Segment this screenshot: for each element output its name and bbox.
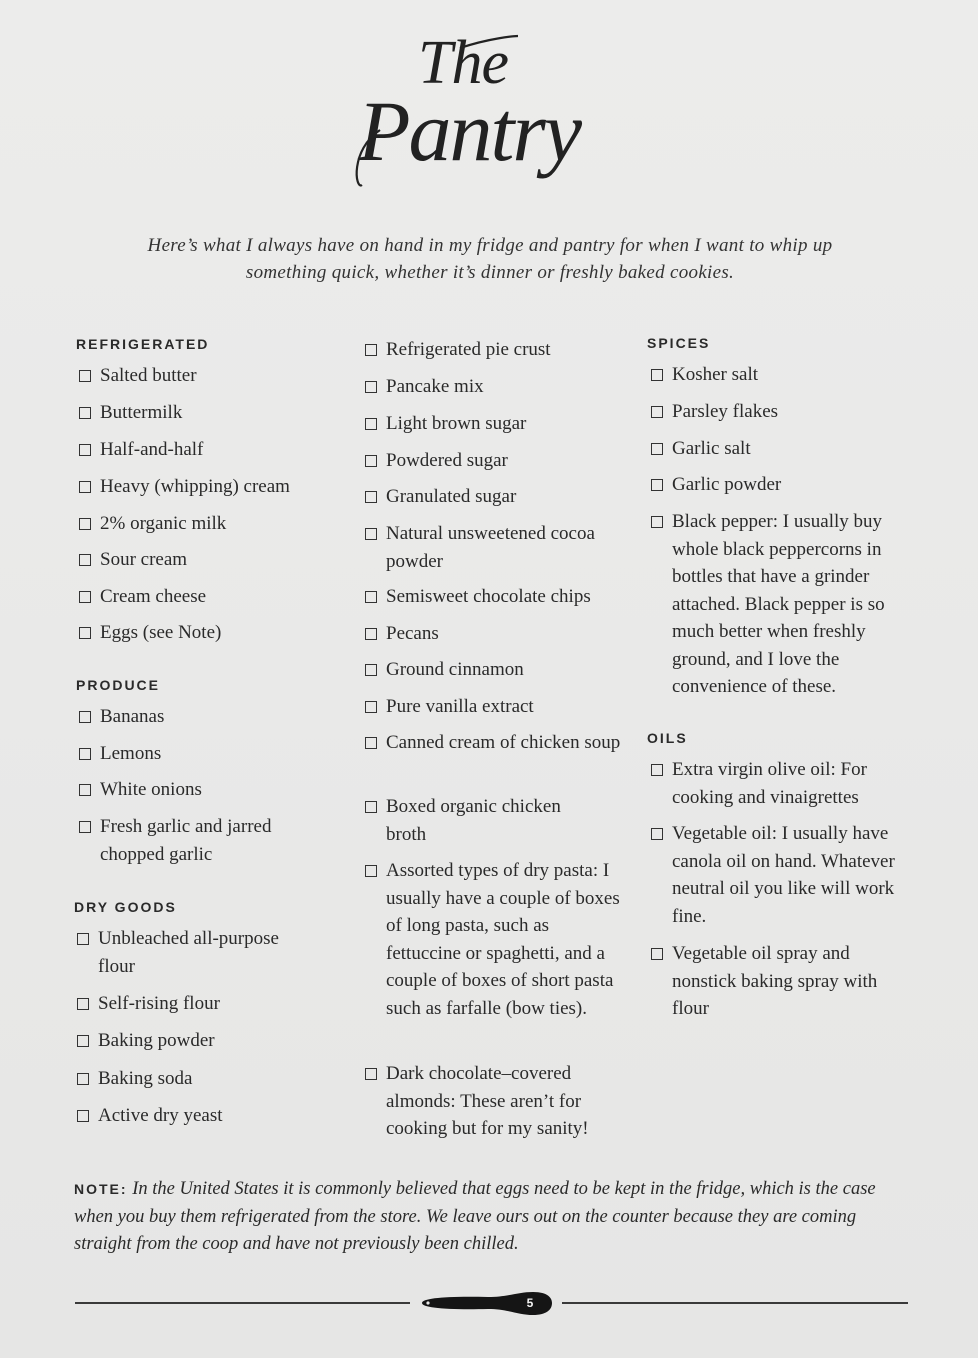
list-item[interactable]: Powdered sugar xyxy=(362,447,624,475)
checkbox-icon[interactable] xyxy=(365,381,377,393)
list-item[interactable]: Kosher salt xyxy=(648,361,910,389)
heading-oils: OILS xyxy=(647,730,688,746)
list-item[interactable]: White onions xyxy=(76,776,316,804)
checkbox-icon[interactable] xyxy=(79,627,91,639)
list-item[interactable]: Semisweet chocolate chips xyxy=(362,583,624,611)
list-item[interactable]: Pecans xyxy=(362,620,624,648)
footer-rule-right xyxy=(562,1302,908,1304)
heading-refrigerated: REFRIGERATED xyxy=(76,336,210,352)
list-item[interactable]: Garlic powder xyxy=(648,471,910,499)
checkbox-icon[interactable] xyxy=(79,518,91,530)
list-item[interactable]: Half-and-half xyxy=(76,436,336,464)
list-item[interactable]: Vegetable oil: I usually have canola oil on hand. Whatever neutral oil you like will work fine. xyxy=(648,820,898,930)
list-item[interactable]: Baking powder xyxy=(74,1027,314,1055)
checkbox-icon[interactable] xyxy=(77,1035,89,1047)
page-number: 5 xyxy=(526,1296,534,1310)
note-label: NOTE: xyxy=(74,1181,128,1197)
checkbox-icon[interactable] xyxy=(651,443,663,455)
list-item[interactable]: Extra virgin olive oil: For cooking and vinaigrettes xyxy=(648,756,910,811)
list-item[interactable]: Self-rising flour xyxy=(74,990,314,1018)
heading-produce: PRODUCE xyxy=(76,677,161,693)
list-item[interactable]: Bananas xyxy=(76,703,316,731)
checkbox-icon[interactable] xyxy=(365,591,377,603)
checkbox-icon[interactable] xyxy=(79,370,91,382)
checkbox-icon[interactable] xyxy=(77,1073,89,1085)
list-item[interactable]: Baking soda xyxy=(74,1065,314,1093)
footer-rule-left xyxy=(75,1302,410,1304)
title-line-the: The xyxy=(418,29,508,97)
checkbox-icon[interactable] xyxy=(365,865,377,877)
list-item[interactable]: Assorted types of dry pasta: I usually have a couple of boxes of long pasta, such as fettuccine or spaghetti, and a couple of boxes of short pasta such as farfalle (bow ties). xyxy=(362,857,624,1022)
list-item[interactable]: Eggs (see Note) xyxy=(76,619,336,647)
list-item[interactable]: Black pepper: I usually buy whole black peppercorns in bottles that have a grinder attached. Black pepper is so much better when freshly ground, and I love the convenience of these. xyxy=(648,508,910,701)
checkbox-icon[interactable] xyxy=(651,948,663,960)
checkbox-icon[interactable] xyxy=(365,491,377,503)
heading-spices: SPICES xyxy=(647,335,711,351)
checkbox-icon[interactable] xyxy=(651,479,663,491)
checkbox-icon[interactable] xyxy=(79,748,91,760)
checkbox-icon[interactable] xyxy=(365,737,377,749)
checkbox-icon[interactable] xyxy=(365,628,377,640)
list-item[interactable]: Salted butter xyxy=(76,362,336,390)
checkbox-icon[interactable] xyxy=(651,516,663,528)
heading-dry-goods: DRY GOODS xyxy=(74,899,177,915)
list-item[interactable]: Buttermilk xyxy=(76,399,336,427)
checkbox-icon[interactable] xyxy=(651,369,663,381)
list-item[interactable]: Pure vanilla extract xyxy=(362,693,624,721)
checkbox-icon[interactable] xyxy=(79,444,91,456)
list-item[interactable]: Ground cinnamon xyxy=(362,656,624,684)
checkbox-icon[interactable] xyxy=(365,344,377,356)
list-item[interactable]: Canned cream of chicken soup xyxy=(362,729,624,757)
list-item[interactable]: Cream cheese xyxy=(76,583,336,611)
checkbox-icon[interactable] xyxy=(365,664,377,676)
list-item[interactable]: Light brown sugar xyxy=(362,410,624,438)
checkbox-icon[interactable] xyxy=(365,1068,377,1080)
checkbox-icon[interactable] xyxy=(79,554,91,566)
note-block xyxy=(74,1176,904,1259)
title-line-pantry: Pantry xyxy=(358,83,581,179)
intro-text xyxy=(90,232,890,286)
list-item[interactable]: Sour cream xyxy=(76,546,336,574)
checkbox-icon[interactable] xyxy=(365,528,377,540)
page-title xyxy=(340,30,640,200)
checkbox-icon[interactable] xyxy=(77,1110,89,1122)
checkbox-icon[interactable] xyxy=(651,828,663,840)
list-item[interactable]: Lemons xyxy=(76,740,316,768)
checkbox-icon[interactable] xyxy=(79,711,91,723)
list-item[interactable]: Garlic salt xyxy=(648,435,910,463)
intro-line-1: Here’s what I always have on hand in my fridge and pantry for when I want to whip up xyxy=(147,235,833,256)
checkbox-icon[interactable] xyxy=(365,418,377,430)
checkbox-icon[interactable] xyxy=(79,784,91,796)
checkbox-icon[interactable] xyxy=(79,591,91,603)
list-item[interactable]: 2% organic milk xyxy=(76,510,336,538)
checkbox-icon[interactable] xyxy=(651,764,663,776)
intro-line-2: something quick, whether it’s dinner or freshly baked cookies. xyxy=(245,262,735,283)
checkbox-icon[interactable] xyxy=(651,406,663,418)
list-item[interactable]: Unbleached all-purpose flour xyxy=(74,925,314,980)
checkbox-icon[interactable] xyxy=(365,701,377,713)
list-item[interactable]: Granulated sugar xyxy=(362,483,624,511)
checkbox-icon[interactable] xyxy=(79,407,91,419)
checkbox-icon[interactable] xyxy=(79,821,91,833)
list-item[interactable]: Dark chocolate–covered almonds: These aren’t for cooking but for my sanity! xyxy=(362,1060,624,1143)
checkbox-icon[interactable] xyxy=(77,998,89,1010)
list-item[interactable]: Pancake mix xyxy=(362,373,624,401)
checkbox-icon[interactable] xyxy=(365,801,377,813)
list-item[interactable]: Refrigerated pie crust xyxy=(362,336,624,364)
list-item[interactable]: Parsley flakes xyxy=(648,398,910,426)
note-text: In the United States it is commonly believed that eggs need to be kept in the fridge, which is the case when you buy them refrigerated from the store. We leave ours out on the counter because they are coming straight from the coop and have not previously been chilled. xyxy=(74,1179,876,1254)
checkbox-icon[interactable] xyxy=(77,933,89,945)
list-item[interactable]: Heavy (whipping) cream xyxy=(76,473,336,501)
list-item[interactable]: Natural unsweetened cocoa powder xyxy=(362,520,624,575)
checkbox-icon[interactable] xyxy=(365,455,377,467)
checkbox-icon[interactable] xyxy=(79,481,91,493)
list-item[interactable]: Fresh garlic and jarred chopped garlic xyxy=(76,813,301,868)
list-item[interactable]: Vegetable oil spray and nonstick baking spray with flour xyxy=(648,940,910,1023)
list-item[interactable]: Active dry yeast xyxy=(74,1102,314,1130)
list-item[interactable]: Boxed organic chicken broth xyxy=(362,793,602,848)
